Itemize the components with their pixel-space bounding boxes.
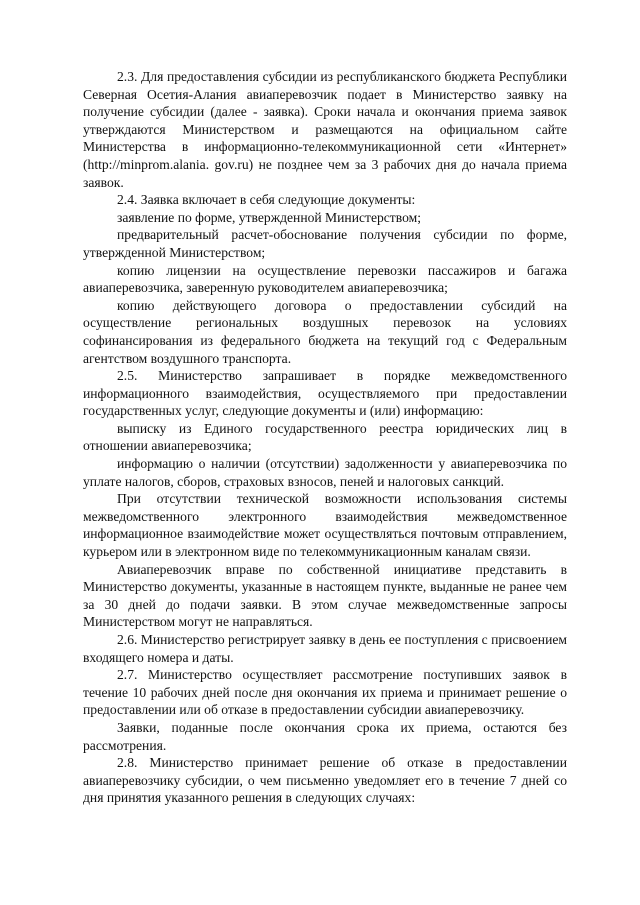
document-body bbox=[83, 68, 567, 807]
paragraph-own-initiative: Авиаперевозчик вправе по собственной инициативе представить в Министерство документы, указанные в настоящем пункте, выданные не ранее чем за 30 дней до подачи заявки. В этом случае межведомственные запросы Министерством могут не направляться. bbox=[83, 561, 567, 630]
paragraph-2-6: 2.6. Министерство регистрирует заявку в день ее поступления с присвоением входящего номера и даты. bbox=[83, 632, 567, 665]
list-item-application-form: заявление по форме, утвержденной Министерством; bbox=[117, 209, 421, 225]
paragraph-2-3: 2.3. Для предоставления субсидии из республиканского бюджета Республики Северная Осетия-Алания авиаперевозчик подает в Министерство заявку на получение субсидии (далее - заявка). Сроки начала и окончания приема заявок утверждаются Министерством и размещаются на официальном сайте Министерства в информационно-телекоммуникационной сети «Интернет» (http://minprom.alania. gov.ru) не позднее чем за 3 рабочих дня до начала приема заявок. bbox=[83, 69, 567, 190]
list-item-preliminary-calculation: предварительный расчет-обоснование получения субсидии по форме, утвержденной Министерством; bbox=[83, 227, 567, 260]
paragraph-interaction-methods: При отсутствии технической возможности использования системы межведомственного электронного взаимодействия межведомственное информационное взаимодействие может осуществляться почтовым отправлением, курьером или в электронном виде по телекоммуникационным каналам связи. bbox=[83, 491, 567, 560]
paragraph-2-5: 2.5. Министерство запрашивает в порядке межведомственного информационного взаимодействия, осуществляемого при предоставлении государственных услуг, следующие документы и (или) информацию: bbox=[83, 368, 567, 419]
list-item-registry-extract: выписку из Единого государственного реестра юридических лиц в отношении авиаперевозчика; bbox=[83, 420, 567, 454]
list-item-license-copy: копию лицензии на осуществление перевозки пассажиров и багажа авиаперевозчика, заверенную руководителем авиаперевозчика; bbox=[83, 262, 567, 296]
paragraph-2-7: 2.7. Министерство осуществляет рассмотрение поступивших заявок в течение 10 рабочих дней после дня окончания их приема и принимает решение о предоставлении или об отказе в предоставлении субсидии авиаперевозчику. bbox=[83, 667, 567, 718]
list-item-debt-information: информацию о наличии (отсутствии) задолженности у авиаперевозчика по уплате налогов, сборов, страховых взносов, пеней и налоговых санкций. bbox=[83, 456, 567, 489]
list-item-contract-copy: копию действующего договора о предоставлении субсидий на осуществление региональных воздушных перевозок на условиях софинансирования из федерального бюджета на текущий год с Федеральным агентством воздушного транспорта. bbox=[83, 297, 567, 366]
paragraph-late-applications: Заявки, поданные после окончания срока их приема, остаются без рассмотрения. bbox=[83, 719, 567, 753]
paragraph-2-4: 2.4. Заявка включает в себя следующие документы: bbox=[117, 192, 416, 208]
paragraph-2-8: 2.8. Министерство принимает решение об отказе в предоставлении авиаперевозчику субсидии, о чем письменно уведомляет его в течение 7 дней со дня принятия указанного решения в следующих случаях: bbox=[83, 755, 567, 806]
